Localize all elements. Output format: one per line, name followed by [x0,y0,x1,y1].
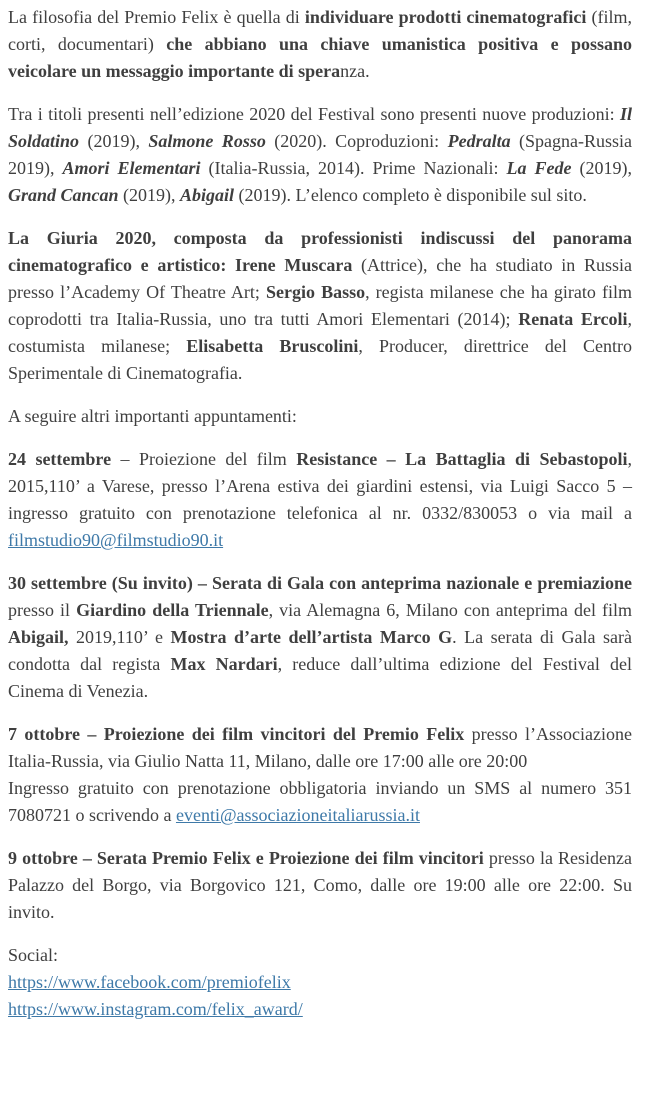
text-run: , reduce dall’ultima edizione del Festival del Cinema di Venezia. [8,654,633,701]
film-title: Abigail [180,185,235,205]
venue-name: Giardino della Triennale [76,600,269,620]
email-link-filmstudio90[interactable]: filmstudio90@filmstudio90.it [8,530,224,550]
person-name: Max Nardari [170,654,278,674]
event-24-settembre [8,446,632,554]
paragraph-appuntamenti-intro [8,403,632,430]
film-title: Amori Elementari [62,158,201,178]
text-run: presso il [8,600,77,620]
film-title-bold: Resistance – La Battaglia di Sebastopoli [296,449,628,469]
text-run: presso la Residenza Palazzo del Borgo, via Borgovico 121, Como, dalle ore 19:00 alle ore 22:00. Su invito. [8,848,633,922]
paragraph-giuria [8,225,632,387]
text-run-bold: La Giuria 2020, composta da professionisti indiscussi del panorama cinematografico e artistico: Irene Muscara [8,228,632,275]
event-date: 7 ottobre – Proiezione dei film vincitori del Premio Felix [8,724,465,744]
text-run: (2019), [79,131,149,151]
film-title: Il Soldatino [8,104,632,151]
jury-member-name: Elisabetta Bruscolini [186,336,359,356]
event-date: 9 ottobre – Serata Premio Felix e Proiezione dei film vincitori [8,848,484,868]
event-30-settembre [8,570,632,705]
text-run: (2019), [571,158,632,178]
film-title: La Fede [506,158,572,178]
text-run: , costumista milanese; [8,309,633,356]
text-run: presso l’Associazione Italia-Russia, via Giulio Natta 11, Milano, dalle ore 17:00 alle ore 20:00 [8,724,632,771]
film-title: Pedralta [447,131,511,151]
paragraph-filosofia [8,4,632,85]
text-run: 2019,110’ e [68,627,171,647]
event-7-ottobre [8,721,632,829]
text-run: , 2015,110’ a Varese, presso l’Arena estiva dei giardini estensi, via Luigi Sacco 5 – ingresso gratuito con prenotazione telefonica al nr. 0332/830053 o via mail a [8,449,632,523]
jury-member-name: Sergio Basso [266,282,366,302]
text-run: , Producer, direttrice del Centro Sperimentale di Cinematografia. [8,336,633,383]
text-run: Ingresso gratuito con prenotazione obbligatoria inviando un SMS al numero 351 7080721 o scrivendo a [8,778,632,825]
text-run-bold: individuare prodotti cinematografici [304,7,587,27]
text-run-bold: Mostra d’arte dell’artista Marco G [170,627,453,647]
social-label: Social: [8,945,58,965]
film-title: Grand Cancan [8,185,119,205]
social-links [8,942,632,1023]
email-link-eventi[interactable]: eventi@associazioneitaliarussia.it [175,805,420,825]
event-date: 30 settembre (Su invito) – Serata di Gala con anteprima nazionale e premiazione [8,573,632,593]
text-run-bold: che abbiano una chiave umanistica positiva e possano veicolare un messaggio importante di spera [8,34,632,81]
instagram-link[interactable]: https://www.instagram.com/felix_award/ [8,999,303,1019]
event-9-ottobre [8,845,632,926]
jury-member-name: Renata Ercoli [518,309,628,329]
paragraph-titoli [8,101,632,209]
event-date: 24 settembre [8,449,112,469]
text-run: La filosofia del Premio Felix è quella di [8,7,305,27]
film-title-bold: Abigail, [8,627,69,647]
facebook-link[interactable]: https://www.facebook.com/premiofelix [8,972,291,992]
text-run: Tra i titoli presenti nell’edizione 2020 del Festival sono presenti nuove produzioni: [8,104,620,124]
text-run: A seguire altri importanti appuntamenti: [8,406,297,426]
text-run: (Spagna-Russia 2019), [8,131,633,178]
film-title: Salmone Rosso [148,131,266,151]
text-run: (2019), [118,185,181,205]
text-run: (2019). L’elenco completo è disponibile sul sito. [234,185,587,205]
text-run: , via Alemagna 6, Milano con anteprima del film [268,600,633,620]
text-run: nza. [340,61,370,81]
text-run: – Proiezione del film [111,449,297,469]
text-run: (film, corti, documentari) [8,7,632,54]
text-run: (Italia-Russia, 2014). Prime Nazionali: [200,158,507,178]
text-run: . La serata di Gala sarà condotta dal regista [8,627,632,674]
text-run: (Attrice), che ha studiato in Russia presso l’Academy Of Theatre Art; [8,255,632,302]
text-run: , regista milanese che ha girato film coprodotti tra Italia-Russia, uno tra tutti Amori Elementari (2014); [8,282,632,329]
text-run: (2020). Coproduzioni: [265,131,448,151]
